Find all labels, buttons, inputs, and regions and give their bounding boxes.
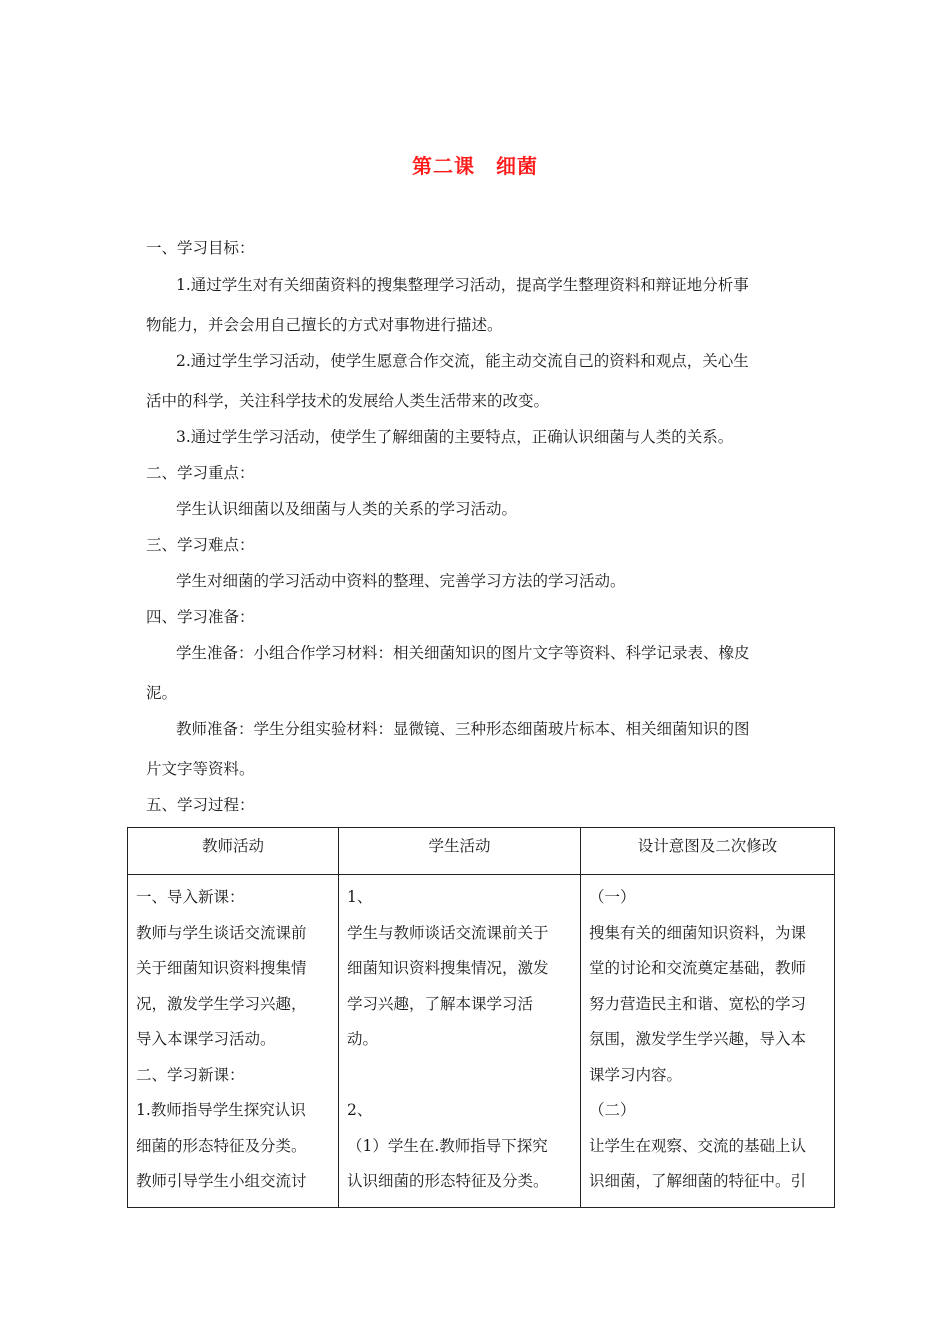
cell-line (339, 1065, 580, 1101)
cell-line: 细菌的形态特征及分类。 (136, 1136, 307, 1155)
cell-line: 1、 (347, 888, 373, 906)
objective-1-line-2: 物能力，并会会用自己擅长的方式对事物进行描述。 (146, 316, 503, 334)
cell-line: 努力营造民主和谐、宽松的学习 (589, 994, 807, 1013)
section-heading-preparation: 四、学习准备： (146, 608, 255, 626)
cell-line: 1.教师指导学生探究认识 (136, 1101, 306, 1119)
cell-line: （1）学生在.教师指导下探究 (347, 1136, 548, 1155)
cell-line: 教师与学生谈话交流课前 (136, 923, 307, 942)
teacher-preparation-line-2: 片文字等资料。 (146, 760, 255, 778)
process-table (127, 827, 835, 1208)
objective-2-line-2: 活中的科学，关注科学技术的发展给人类生活带来的改变。 (146, 392, 550, 410)
cell-line: 细菌知识资料搜集情况，激发 (347, 959, 549, 977)
section-heading-key-points: 二、学习重点： (146, 464, 255, 482)
student-activity-cell (339, 875, 581, 1208)
teacher-preparation-line-1: 教师准备：学生分组实验材料：显微镜、三种形态细菌玻片标本、相关细菌知识的图 (176, 720, 750, 738)
header-design-intent: 设计意图及二次修改 (581, 828, 835, 875)
objective-2-line-1: 2.通过学生学习活动，使学生愿意合作交流，能主动交流自己的资料和观点，关心生 (176, 352, 749, 370)
cell-line: 认识细菌的形态特征及分类。 (347, 1172, 549, 1190)
cell-line: 况，激发学生学习兴趣， (136, 994, 307, 1013)
header-student-activity: 学生活动 (339, 828, 581, 875)
cell-line: 堂的讨论和交流奠定基础，教师 (589, 959, 807, 977)
design-intent-cell (581, 875, 835, 1208)
cell-line: 氛围，激发学生学兴趣，导入本 (589, 1030, 807, 1048)
section-heading-difficulties: 三、学习难点： (146, 536, 255, 554)
student-preparation-line-1: 学生准备：小组合作学习材料：相关细菌知识的图片文字等资料、科学记录表、橡皮 (176, 644, 750, 662)
cell-line: 2、 (347, 1101, 373, 1119)
cell-line: 关于细菌知识资料搜集情 (136, 959, 307, 977)
cell-line: 二、学习新课： (136, 1065, 245, 1084)
key-points-text: 学生认识细菌以及细菌与人类的关系的学习活动。 (176, 500, 518, 518)
difficulties-text: 学生对细菌的学习活动中资料的整理、完善学习方法的学习活动。 (176, 572, 626, 590)
cell-line: 识细菌，了解细菌的特征中。引 (589, 1172, 807, 1190)
cell-line: 课学习内容。 (589, 1065, 683, 1084)
cell-line: （二） (589, 1101, 636, 1119)
table-header-row (128, 828, 835, 875)
cell-line: （一） (589, 888, 636, 906)
cell-line: 学生与教师谈话交流课前关于 (347, 923, 549, 942)
cell-line: 一、导入新课： (136, 888, 245, 906)
section-heading-objectives: 一、学习目标： (146, 239, 255, 257)
page-title: 第二课 细菌 (412, 154, 538, 178)
cell-line: 动。 (347, 1030, 379, 1048)
objective-3: 3.通过学生学习活动，使学生了解细菌的主要特点，正确认识细菌与人类的关系。 (176, 428, 734, 446)
cell-line: 搜集有关的细菌知识资料，为课 (589, 923, 807, 942)
header-teacher-activity: 教师活动 (128, 828, 339, 875)
cell-line: 让学生在观察、交流的基础上认 (589, 1136, 807, 1155)
cell-line: 学习兴趣，了解本课学习活 (347, 994, 534, 1013)
cell-line: 导入本课学习活动。 (136, 1030, 276, 1048)
teacher-activity-cell (128, 875, 339, 1208)
objective-1-line-1: 1.通过学生对有关细菌资料的搜集整理学习活动，提高学生整理资料和辩证地分析事 (176, 276, 749, 294)
cell-line: 教师引导学生小组交流讨 (136, 1172, 307, 1190)
student-preparation-line-2: 泥。 (146, 684, 178, 702)
section-heading-process: 五、学习过程： (146, 796, 255, 814)
table-row (128, 875, 835, 1208)
